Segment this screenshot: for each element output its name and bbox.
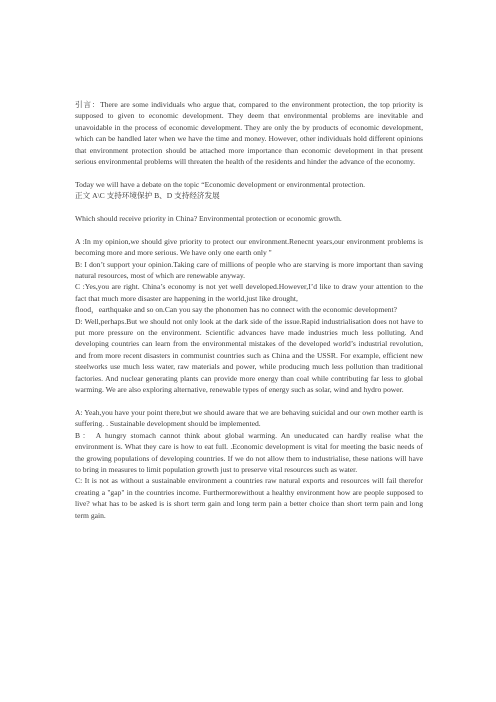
- speaker-b-second: B： A hungry stomach cannot think about global warming. An uneducated can hardly realise what the environment is. What they care is how to eat full. .Economic development is vital for meeting the basic needs of the growing populations of developing countries. If we do not allow them to industrialise, these nations will have to bring in measures to limit population growth just to preserve vital resources such as water.: [75, 430, 423, 474]
- debate-topic: Today we will have a debate on the topic “Economic development or environmental protection.: [75, 179, 366, 189]
- speaker-b-first: B: I don’t support your opinion.Taking care of millions of people who are starving is more important than saving natural resources, most of which are renewable anyway.: [75, 259, 423, 281]
- speaker-a-first: A :In my opinion,we should give priority to protect our environment.Renecnt years,our environment problems is becoming more and more serious. We have only one earth only ": [75, 236, 423, 258]
- speaker-c-first-line1: C :Yes,you are right. China’s economy is not yet well developed.However,I’d like to draw your attention to the fact that much more disaster are happening in the world,just like drought,: [75, 282, 423, 303]
- speaker-d-first: D: Well,perhaps.But we should not only look at the dark side of the issue.Rapid industrialisation does not have to put more pressure on the environment. Scientific advances have made industries much less polluting. And developing countries can learn from the environmental mistakes of the developed world’s industrial revolution, and from more recent disasters in communist countries such as China and the USSR. For example, efficient new steelworks use much less water, raw materials and power, while producing much less pollution than traditional factories. And nuclear generating plants can provide more energy than coal while contributing far less to global warming. We are also exploring alternative, renewable types of energy such as solar, wind and hydro power.: [75, 316, 423, 395]
- speaker-c-first-line2: flood，earthquake and so on.Can you say the phonomen has no connect with the economic development?: [75, 305, 398, 315]
- intro-paragraph: 引言：There are some individuals who argue that, compared to the environment protection, the top priority is supposed to given to economic development. They deem that environmental problems are inevitable and unavoidable in the process of economic development. They are only the by products of economic development, which can be handled later when we have the time and money. However, other individuals hold different opinions that environment protection should be attached more importance than economic development in that present serious environmental problems will threaten the health of the residents and hinder the advance of the economy.: [75, 100, 423, 167]
- debate-question: Which should receive priority in China? Environmental protection or economic growth.: [75, 214, 342, 224]
- speaker-c-second: C: It is not as without a sustainable environment a countries raw natural exports and resources will fail therefor creating a "gap" in the countries income. Furthermorewithout a healthy environment how are people supposed to live? what has to be asked is is short term gain and long term pain a better choice than short term pain and long term gain.: [75, 476, 423, 520]
- document-body: [75, 99, 423, 521]
- speaker-a-second: A: Yeah,you have your point there,but we should aware that we are behaving suicidal and our own mother earth is suffering. . Sustainable development should be implemented.: [75, 407, 423, 429]
- sides-assignment: 正文 A\C 支持环境保护 B、D 支持经济发展: [75, 191, 220, 201]
- speaker-c-first: [75, 281, 423, 315]
